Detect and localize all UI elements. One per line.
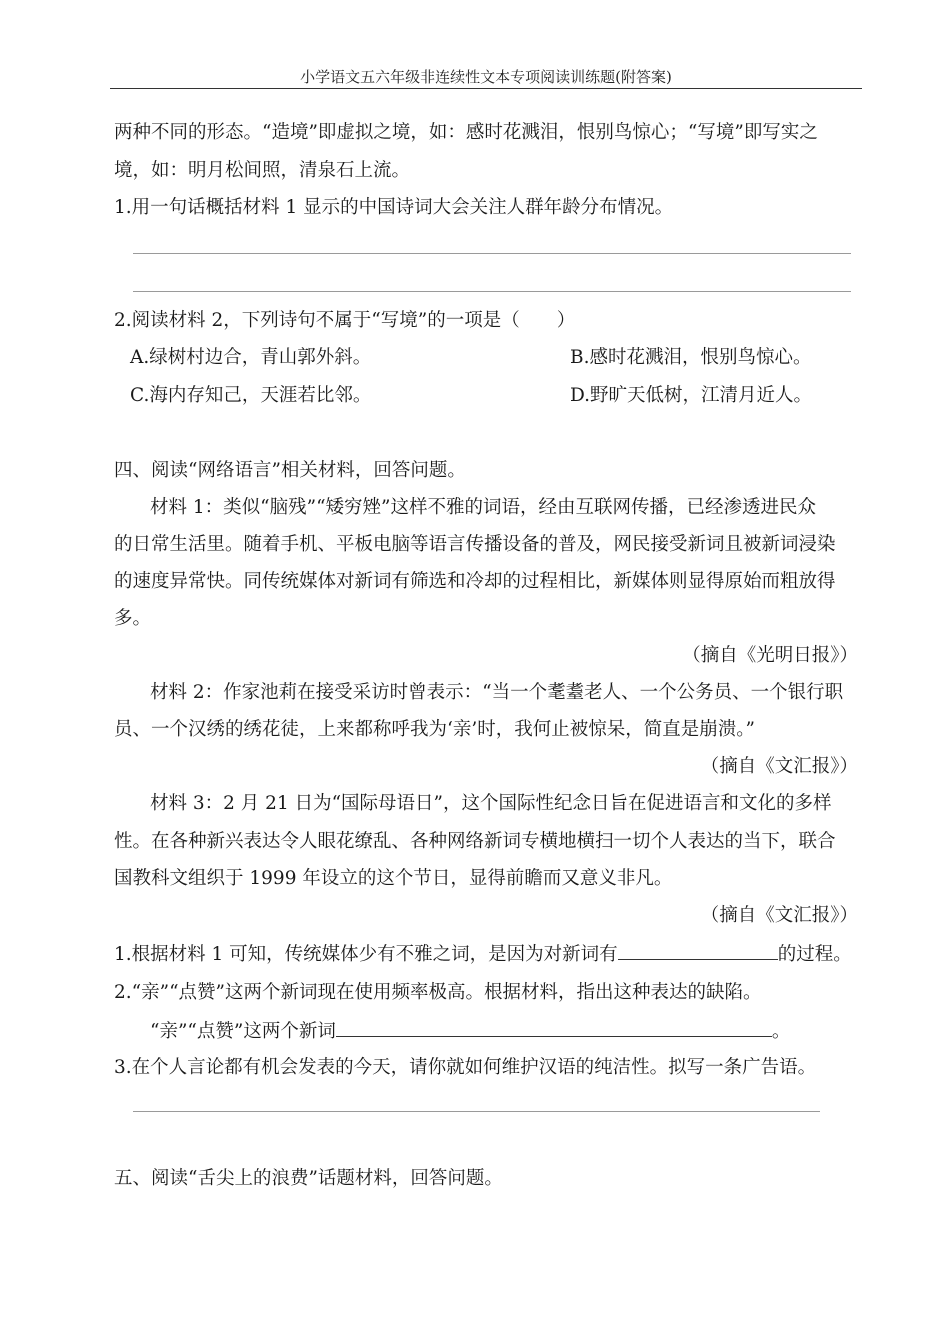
question-text: 的过程。: [777, 944, 852, 965]
paragraph-line: 国教科文组织于 1999 年设立的这个节日，显得前瞻而又意义非凡。: [114, 868, 673, 889]
page-header: 小学语文五六年级非连续性文本专项阅读训练题(附答案): [300, 68, 672, 86]
source-citation: （摘自《光明日报》）: [682, 645, 858, 666]
section-heading: 五、阅读“舌尖上的浪费”话题材料，回答问题。: [114, 1168, 503, 1189]
question-4-1: [114, 941, 864, 967]
question-text: 1.根据材料 1 可知，传统媒体少有不雅之词，是因为对新词有: [114, 944, 618, 965]
paragraph-line: 材料 2：作家池莉在接受采访时曾表示：“当一个耄耋老人、一个公务员、一个银行职: [150, 682, 844, 703]
question-text: 。: [771, 1021, 791, 1042]
answer-prompt: [150, 1018, 900, 1044]
option-c[interactable]: C.海内存知己，天涯若比邻。: [130, 385, 372, 406]
option-a[interactable]: A.绿树村边合，青山郭外斜。: [130, 347, 372, 368]
answer-line[interactable]: [133, 1111, 820, 1112]
paragraph-line: 材料 3：2 月 21 日为“国际母语日”，这个国际性纪念日旨在促进语言和文化的多样: [150, 793, 832, 814]
paragraph-line: 的日常生活里。随着手机、平板电脑等语言传播设备的普及，网民接受新词且被新词浸染: [114, 534, 836, 555]
question-text: “亲”“点赞”这两个新词: [150, 1021, 336, 1042]
paragraph-line: 境，如：明月松间照，清泉石上流。: [114, 160, 411, 181]
question-4-3: 3.在个人言论都有机会发表的今天，请你就如何维护汉语的纯洁性。拟写一条广告语。: [114, 1057, 817, 1078]
option-b[interactable]: B.感时花溅泪，恨别鸟惊心。: [570, 347, 812, 368]
question-1: 1.用一句话概括材料 1 显示的中国诗词大会关注人群年龄分布情况。: [114, 197, 674, 218]
paragraph-line: 多。: [114, 608, 152, 629]
source-citation: （摘自《文汇报》）: [700, 905, 858, 926]
source-citation: （摘自《文汇报》）: [700, 756, 858, 777]
fill-blank[interactable]: [618, 941, 778, 960]
answer-line[interactable]: [133, 253, 851, 254]
question-2: 2.阅读材料 2，下列诗句不属于“写境”的一项是（ ）: [114, 310, 576, 331]
answer-line[interactable]: [133, 291, 851, 292]
section-heading: 四、阅读“网络语言”相关材料，回答问题。: [114, 460, 466, 481]
header-rule: [110, 88, 862, 89]
option-d[interactable]: D.野旷天低树，江清月近人。: [570, 385, 813, 406]
question-4-2: 2.“亲”“点赞”这两个新词现在使用频率极高。根据材料，指出这种表达的缺陷。: [114, 982, 762, 1003]
paragraph-line: 员、一个汉绣的绣花徒，上来都称呼我为‘亲’时，我何止被惊呆，简直是崩溃。”: [114, 719, 755, 740]
fill-blank[interactable]: [336, 1018, 772, 1037]
paragraph-line: 的速度异常快。同传统媒体对新词有筛选和冷却的过程相比，新媒体则显得原始而粗放得: [114, 571, 836, 592]
paragraph-line: 两种不同的形态。“造境”即虚拟之境，如：感时花溅泪，恨别鸟惊心；“写境”即写实之: [114, 122, 818, 143]
paragraph-line: 性。在各种新兴表达令人眼花缭乱、各种网络新词专横地横扫一切个人表达的当下，联合: [114, 831, 836, 852]
paragraph-line: 材料 1：类似“脑残”“矮穷矬”这样不雅的词语，经由互联网传播，已经渗透进民众: [150, 497, 816, 518]
